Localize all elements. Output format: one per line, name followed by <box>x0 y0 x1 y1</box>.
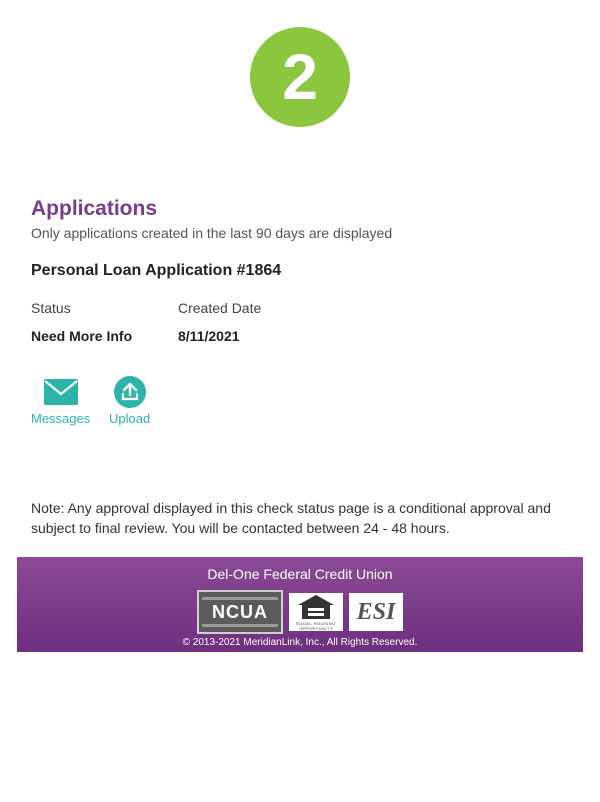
step-number-badge <box>250 27 350 127</box>
created-date-value: 8/11/2021 <box>178 328 240 344</box>
footer-badges <box>17 590 583 634</box>
envelope-icon <box>44 377 78 407</box>
step-number: 2 <box>282 41 318 113</box>
upload-label: Upload <box>109 411 151 426</box>
application-title: Personal Loan Application #1864 <box>31 262 282 279</box>
footer <box>17 557 583 652</box>
page-title: Applications <box>31 197 158 220</box>
esi-logo <box>349 593 403 631</box>
messages-label: Messages <box>31 411 91 426</box>
equal-housing-opportunity-logo <box>289 593 343 631</box>
footer-credit-union-name: Del-One Federal Credit Union <box>207 566 393 582</box>
approval-note: Note: Any approval displayed in this check status page is a conditional approval and subject to final review. You will be contacted between 24 - 48 hours. <box>31 500 551 536</box>
upload-button[interactable] <box>109 377 150 426</box>
upload-icon <box>114 377 146 407</box>
eho-logo-text: EQUAL HOUSING OPPORTUNITY <box>296 620 336 631</box>
copyright-text: © 2013-2021 MeridianLink, Inc., All Rights Reserved. <box>182 637 418 648</box>
status-label: Status <box>31 300 71 316</box>
ncua-logo <box>197 590 283 634</box>
messages-button[interactable] <box>31 377 90 426</box>
house-icon <box>296 594 336 620</box>
created-date-label: Created Date <box>178 300 262 316</box>
status-value: Need More Info <box>31 328 133 344</box>
ncua-logo-text: NCUA <box>212 602 268 622</box>
esi-logo-text: ESI <box>356 598 396 625</box>
page-subtitle: Only applications created in the last 90 days are displayed <box>31 225 393 241</box>
